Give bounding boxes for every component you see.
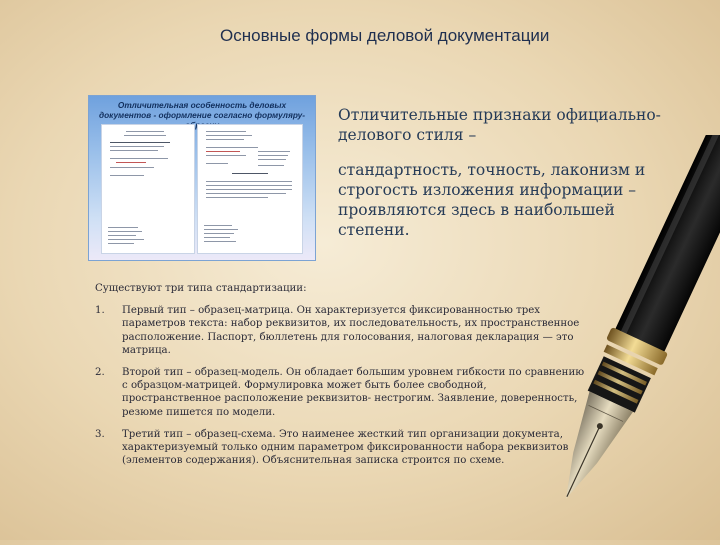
list-item <box>95 428 585 468</box>
form-sheet-left <box>101 124 195 254</box>
form-sheet-right <box>197 124 303 254</box>
list-item-number: 1. <box>95 305 105 317</box>
style-features-heading: Отличительные признаки официально-делового стиля – <box>338 106 661 144</box>
types-intro: Существуют три типа стандартизации: <box>95 283 307 294</box>
document-form-image <box>88 95 316 261</box>
list-item-text: Второй тип – образец-модель. Он обладает большим уровнем гибкости по сравнению с образцом-матрицей. Формулировка может быть более свободной, пространственное расположение реквизитов- нестрогим. Заявление, доверенность, резюме пишется по модели. <box>122 367 585 418</box>
list-item-number: 3. <box>95 428 105 440</box>
list-item-text: Третий тип – образец-схема. Это наименее жесткий тип организации документа, характеризуемый только одним параметром фиксированности набора реквизитов (элементов содержания). Объяснительная записка строится по схеме. <box>122 428 569 467</box>
fountain-pen-illustration <box>555 135 720 545</box>
image-heading: Отличительная особенность деловых документов - оформление согласно формуляру- <box>98 100 306 120</box>
standardization-types <box>95 282 585 476</box>
list-item-text: Первый тип – образец-матрица. Он характеризуется фиксированностью трех параметров текста: набор реквизитов, их последовательность, их пространственное расположение. Паспорт, бюллетень для голосования, налоговая декларация — это матрица. <box>122 305 580 356</box>
list-item <box>95 366 585 419</box>
list-item <box>95 304 585 357</box>
style-features-text: стандартность, точность, лаконизм и строгость изложения информации – проявляются здесь в наибольшей степени. <box>338 161 646 239</box>
list-item-number: 2. <box>95 367 105 379</box>
slide-title: Основные формы деловой документации <box>220 26 550 45</box>
